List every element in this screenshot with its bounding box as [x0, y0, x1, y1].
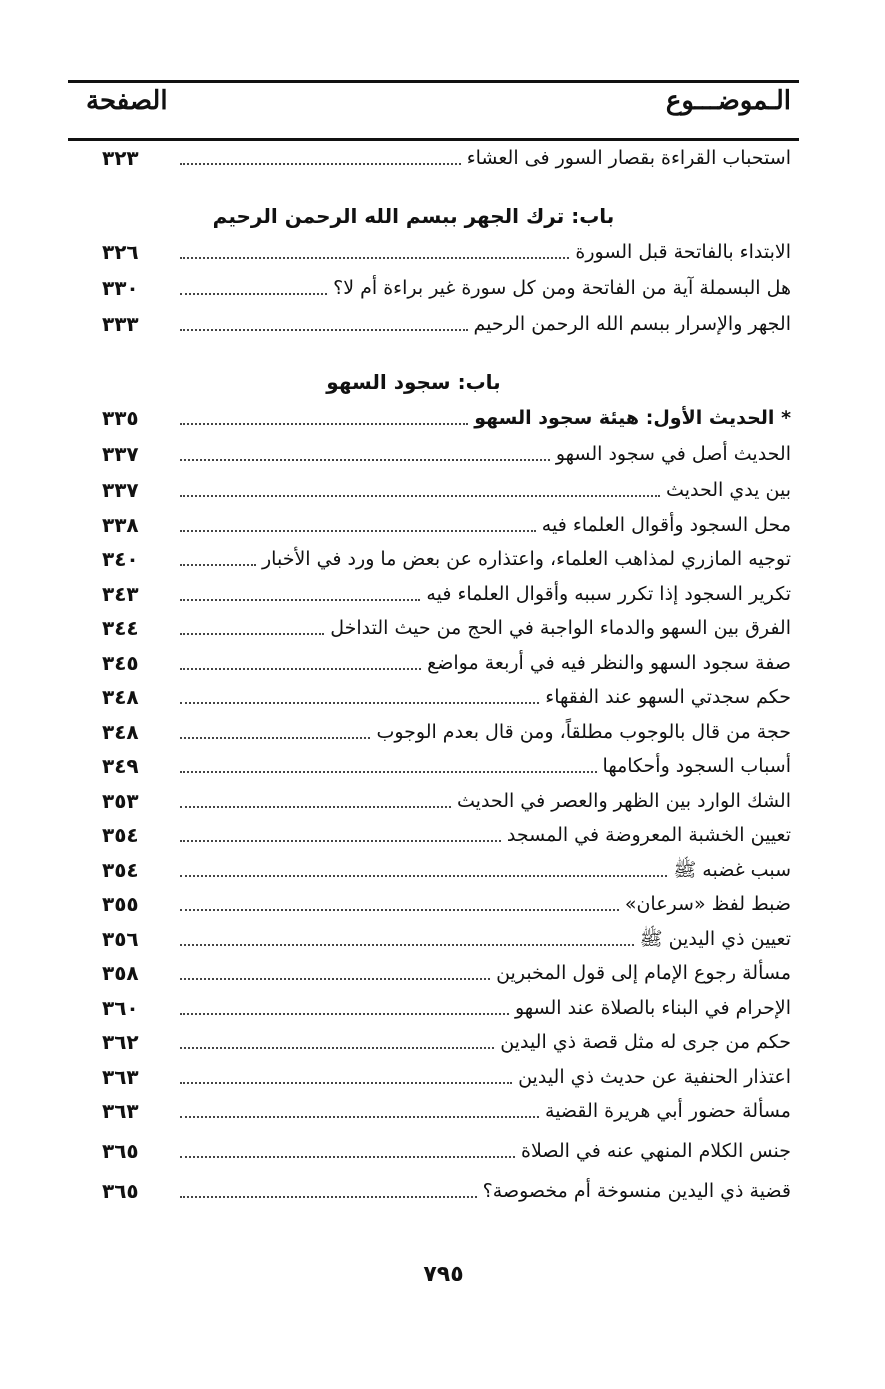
dot-leader	[180, 1156, 515, 1158]
toc-entry	[68, 1026, 799, 1061]
dot-leader	[180, 329, 468, 331]
dot-leader	[180, 530, 536, 532]
toc-entry	[68, 1095, 799, 1130]
entry-title: حكم سجدتي السهو عند الفقهاء	[545, 686, 791, 708]
entry-title: استحباب القراءة بقصار السور فى العشاء	[466, 147, 791, 169]
toc-entry	[68, 508, 799, 543]
entry-title: الحديث أصل في سجود السهو	[555, 443, 791, 465]
toc-entry	[68, 234, 799, 270]
toc-entry	[68, 957, 799, 992]
toc-entry	[68, 472, 799, 508]
toc-entry	[68, 1129, 799, 1169]
entry-page-number: ٣٦٠	[102, 995, 139, 1020]
entry-page-number: ٣٤٠	[102, 547, 139, 571]
dot-leader	[180, 633, 324, 635]
dot-leader	[180, 564, 256, 566]
toc-entry	[68, 715, 799, 750]
entry-page-number: ٣٦٣	[102, 1064, 139, 1089]
entry-title: الشك الوارد بين الظهر والعصر في الحديث	[457, 789, 791, 812]
entry-title: تعيين ذي اليدين ﷺ	[639, 927, 791, 950]
entry-title: جنس الكلام المنهي عنه في الصلاة	[521, 1140, 791, 1162]
entry-page-number: ٣٤٨	[102, 719, 139, 744]
entry-title: قضية ذي اليدين منسوخة أم مخصوصة؟	[482, 1180, 791, 1202]
entry-title: الإحرام في البناء بالصلاة عند السهو	[514, 996, 791, 1019]
toc-entry	[68, 577, 799, 612]
dot-leader	[180, 423, 468, 425]
entry-title: أسباب السجود وأحكامها	[602, 755, 791, 777]
entry-title: صفة سجود السهو والنظر فيه في أربعة مواضع	[427, 651, 791, 674]
entry-page-number: ٣٢٣	[102, 146, 139, 170]
toc-entry	[68, 306, 799, 342]
entry-page-number: ٣٥٨	[102, 961, 139, 985]
entry-title: اعتذار الحنفية عن حديث ذي اليدين	[518, 1065, 791, 1088]
toc-entry	[68, 1169, 799, 1209]
entry-title: * الحديث الأول: هيئة سجود السهو	[474, 407, 791, 429]
dot-leader	[180, 840, 501, 842]
section-title: باب: سجود السهو	[326, 370, 501, 394]
entry-page-number: ٣٤٨	[102, 685, 139, 709]
dot-leader	[180, 1082, 512, 1084]
toc-entry	[68, 436, 799, 472]
entry-page-number: ٣٤٩	[102, 754, 139, 778]
dot-leader	[180, 944, 634, 946]
page-column-heading: الصفحة	[86, 86, 168, 116]
toc-entry	[68, 784, 799, 819]
entry-title: حكم من جرى له مثل قصة ذي اليدين	[500, 1031, 791, 1053]
section-heading-row	[68, 188, 799, 234]
entry-title: حجة من قال بالوجوب مطلقاً، ومن قال بعدم الوجوب	[376, 720, 791, 743]
toc-entry	[68, 646, 799, 681]
entry-title: تعيين الخشبة المعروضة في المسجد	[506, 824, 791, 846]
dot-leader	[180, 257, 569, 259]
top-rule	[68, 80, 799, 83]
entry-title: توجيه المازري لمذاهب العلماء، واعتذاره عن بعض ما ورد في الأخبار	[262, 548, 791, 570]
footer-page-number: ٧٩٥	[423, 1262, 464, 1287]
entry-page-number: ٣٣٠	[102, 276, 139, 300]
toc-entry	[68, 681, 799, 716]
dot-leader	[180, 1116, 539, 1118]
dot-leader	[180, 495, 660, 497]
dot-leader	[180, 1013, 509, 1015]
entry-page-number: ٣٥٤	[102, 857, 139, 882]
dot-leader	[180, 737, 370, 739]
dot-leader	[180, 771, 597, 773]
section-heading-row	[68, 354, 799, 400]
dot-leader	[180, 293, 327, 295]
toc-header	[68, 86, 799, 130]
dot-leader	[180, 163, 461, 165]
entry-title: هل البسملة آية من الفاتحة ومن كل سورة غير براءة أم لا؟	[333, 277, 791, 299]
entry-page-number: ٣٦٢	[102, 1030, 139, 1054]
dot-leader	[180, 1196, 477, 1198]
entry-title: مسألة رجوع الإمام إلى قول المخبرين	[496, 962, 791, 984]
entry-title: محل السجود وأقوال العلماء فيه	[541, 513, 791, 536]
toc-entry	[68, 922, 799, 957]
entry-page-number: ٣٢٦	[102, 240, 139, 264]
entry-title: الفرق بين السهو والدماء الواجبة في الحج من حيث التداخل	[330, 617, 791, 639]
entry-page-number: ٣٣٧	[102, 442, 139, 466]
toc-entry	[68, 140, 799, 176]
entry-title: تكرير السجود إذا تكرر سببه وأقوال العلماء فيه	[426, 582, 791, 605]
toc-entry	[68, 750, 799, 785]
toc-entry	[68, 853, 799, 888]
entry-title: ضبط لفظ «سرعان»	[624, 893, 791, 915]
entry-page-number: ٣٦٥	[102, 1139, 139, 1163]
toc-list	[68, 140, 799, 1209]
toc-entry	[68, 819, 799, 854]
entry-page-number: ٣٥٥	[102, 892, 139, 916]
entry-page-number: ٣٥٣	[102, 788, 139, 813]
entry-title: الابتداء بالفاتحة قبل السورة	[575, 241, 791, 263]
toc-page	[68, 0, 799, 1389]
dot-leader	[180, 702, 539, 704]
dot-leader	[180, 909, 619, 911]
entry-page-number: ٣٣٨	[102, 512, 139, 537]
dot-leader	[180, 599, 420, 601]
entry-page-number: ٣٣٧	[102, 478, 139, 502]
entry-page-number: ٣٣٣	[102, 312, 139, 336]
entry-page-number: ٣٥٦	[102, 926, 139, 951]
entry-title: الجهر والإسرار ببسم الله الرحمن الرحيم	[473, 313, 791, 335]
section-title: باب: ترك الجهر ببسم الله الرحمن الرحيم	[212, 204, 615, 228]
toc-entry	[68, 888, 799, 923]
toc-entry	[68, 612, 799, 647]
entry-title: مسألة حضور أبي هريرة القضية	[545, 1100, 791, 1122]
dot-leader	[180, 668, 421, 670]
entry-page-number: ٣٤٤	[102, 616, 139, 640]
entry-page-number: ٣٤٥	[102, 650, 139, 675]
entry-page-number: ٣٣٥	[102, 406, 139, 430]
dot-leader	[180, 1047, 494, 1049]
dot-leader	[180, 978, 490, 980]
entry-title: بين يدي الحديث	[666, 479, 791, 501]
toc-entry	[68, 543, 799, 578]
entry-page-number: ٣٤٣	[102, 581, 139, 606]
entry-page-number: ٣٥٤	[102, 823, 139, 847]
entry-title: سبب غضبه ﷺ	[673, 858, 791, 881]
topic-column-heading: الـموضـــوع	[665, 86, 791, 116]
dot-leader	[180, 875, 667, 877]
toc-entry	[68, 270, 799, 306]
entry-page-number: ٣٦٣	[102, 1099, 139, 1123]
toc-entry	[68, 400, 799, 436]
dot-leader	[180, 459, 550, 461]
toc-entry	[68, 1060, 799, 1095]
toc-entry	[68, 991, 799, 1026]
dot-leader	[180, 806, 451, 808]
entry-page-number: ٣٦٥	[102, 1179, 139, 1203]
